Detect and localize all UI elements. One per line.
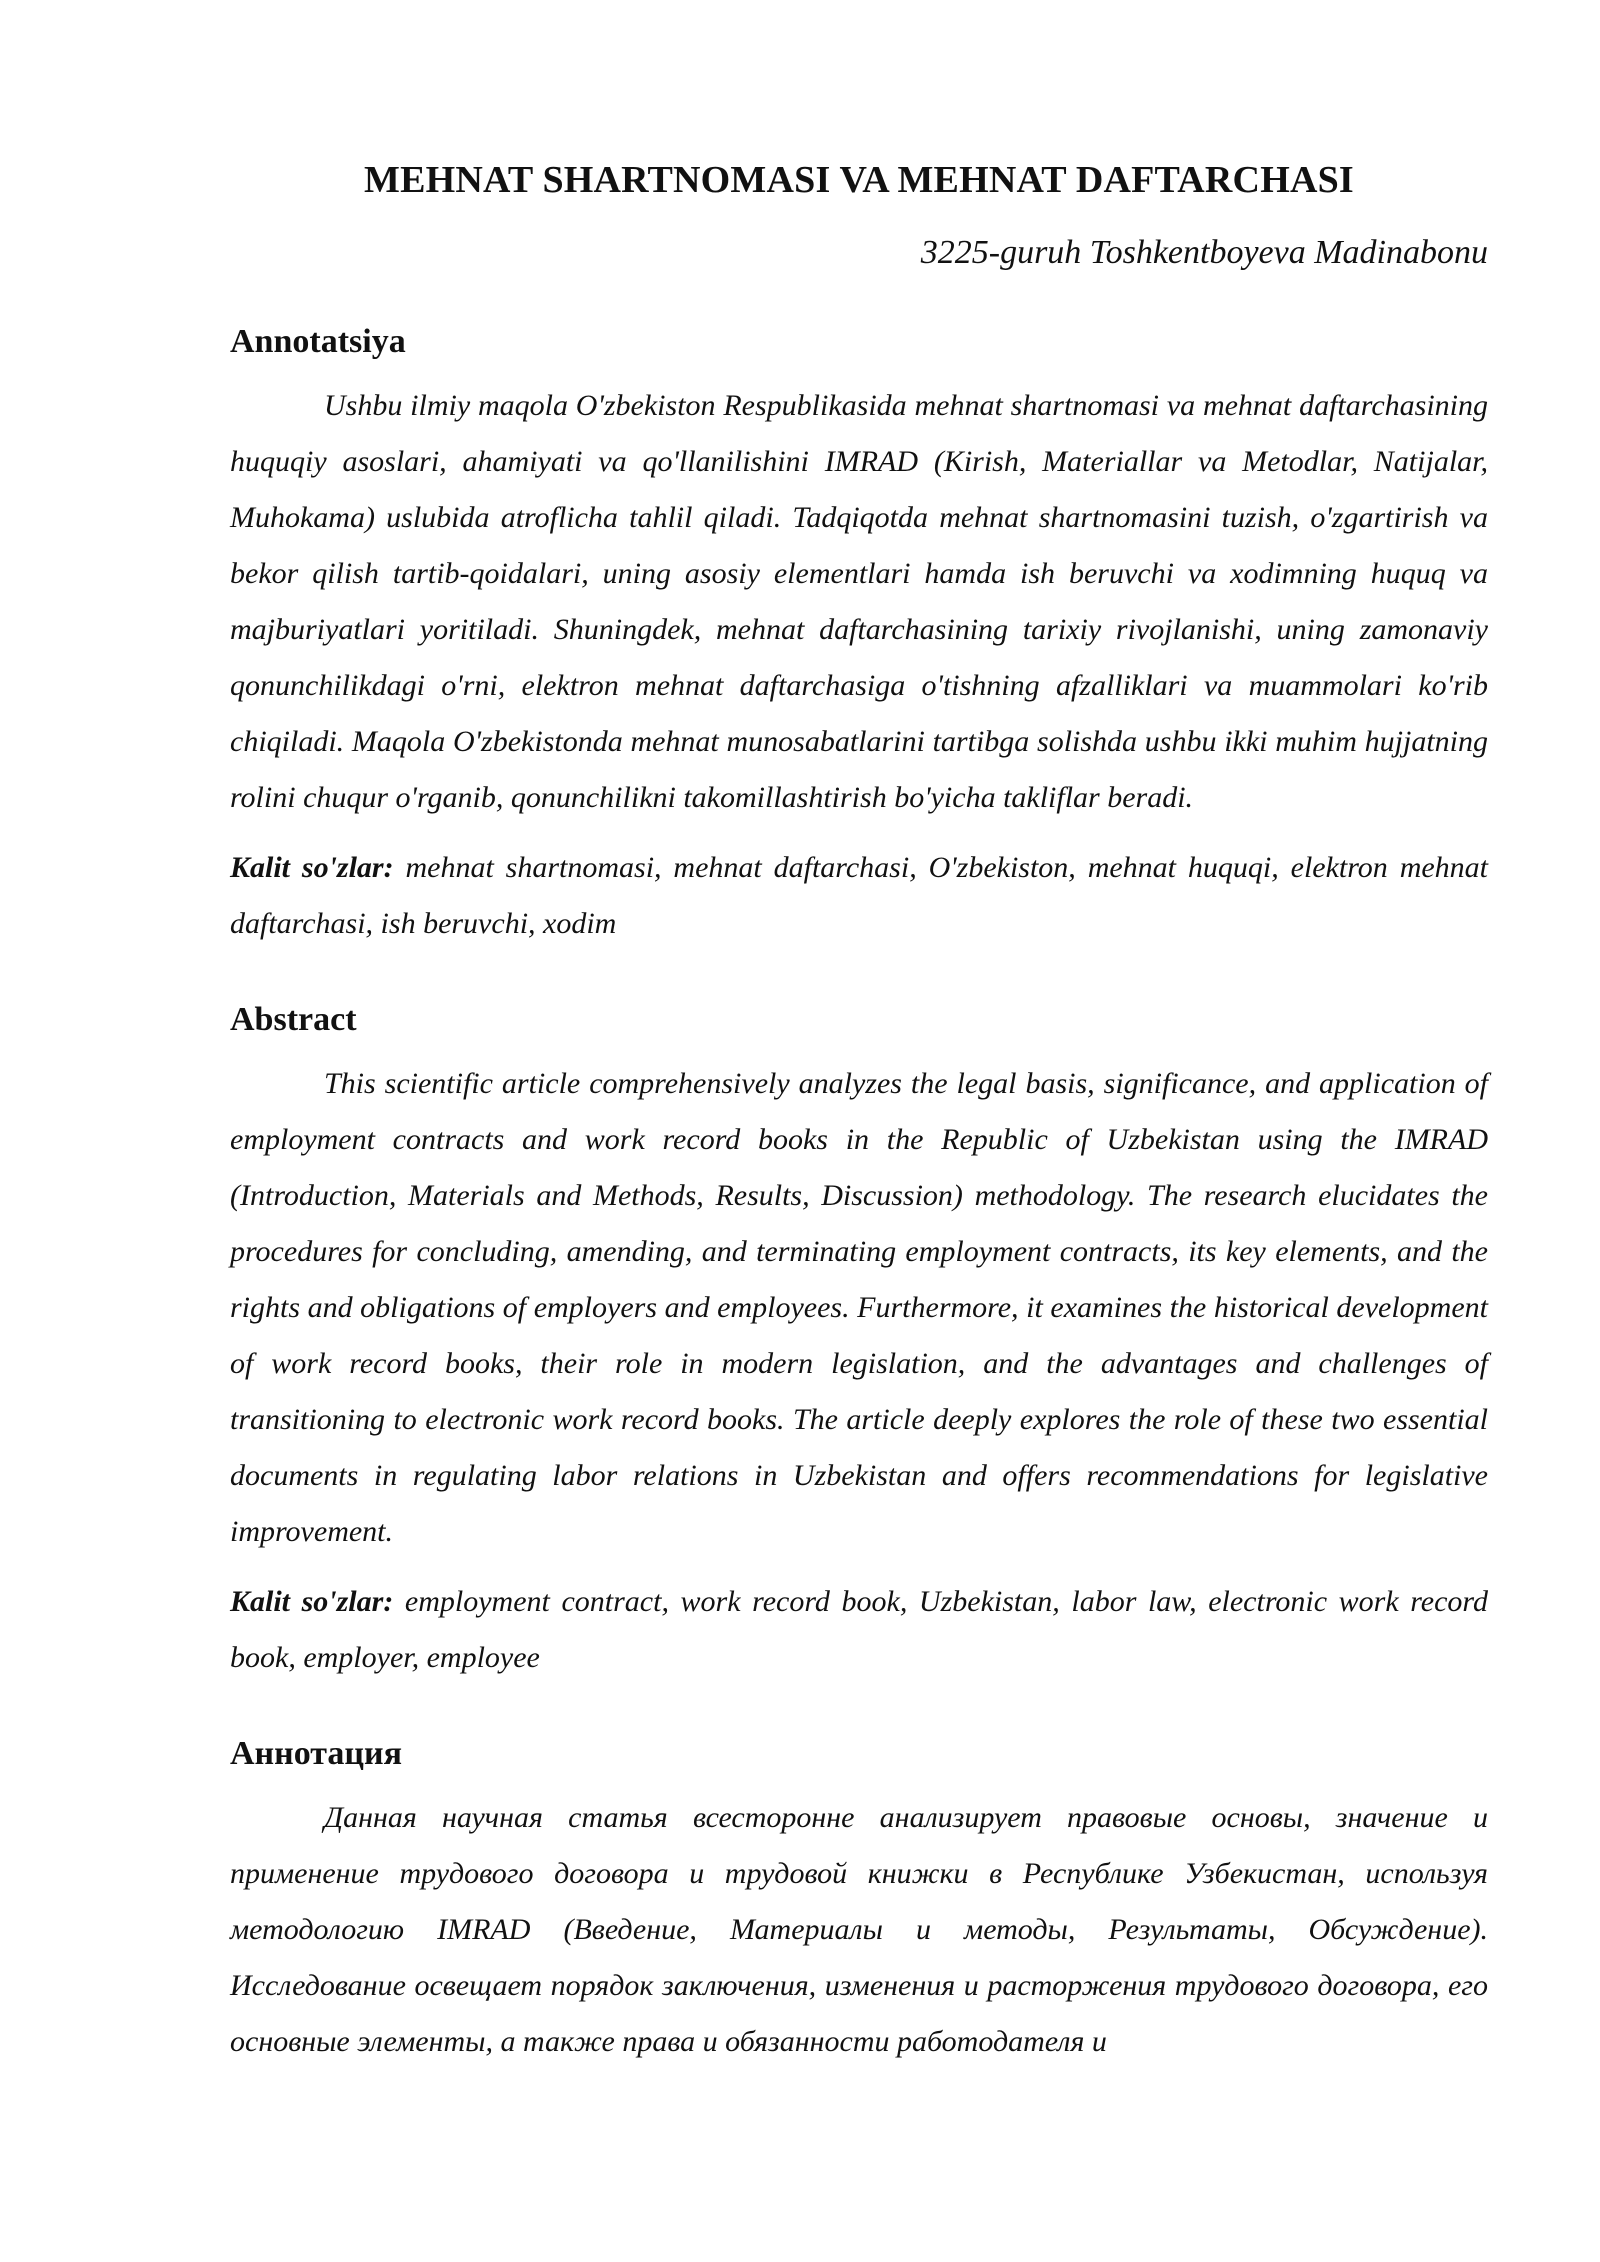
annotatsiya-body: Ushbu ilmiy maqola O'zbekiston Respublikasida mehnat shartnomasi va mehnat daftarchasining huquqiy asoslari, ahamiyati va qo'llanilishini IMRAD (Kirish, Materiallar va Metodlar, Natijalar, Muhokama) uslubida atroflicha tahlil qiladi. Tadqiqotda mehnat shartnomasini tuzish, o'zgartirish va bekor qilish tartib-qoidalari, uning asosiy elementlari hamda ish beruvchi va xodimning huquq va majburiyatlari yoritiladi. Shuningdek, mehnat daftarchasining tarixiy rivojlanishi, uning zamonaviy qonunchilikdagi o'rni, elektron mehnat daftarchasiga o'tishning afzalliklari va muammolari ko'rib chiqiladi. Maqola O'zbekistonda mehnat munosabatlarini tartibga solishda ushbu ikki muhim hujjatning rolini chuqur o'rganib, qonunchilikni takomillashtirish bo'yicha takliflar beradi. [230,389,1488,814]
annotatsiya-heading: Annotatsiya [230,323,406,360]
page-content [230,150,1488,2070]
article-author: 3225-guruh Toshkentboyeva Madinabonu [920,234,1488,271]
keywords-text: employment contract, work record book, Uzbekistan, labor law, electronic work record book, employer, employee [230,1585,1488,1674]
abstract-heading: Abstract [230,1001,357,1038]
annotatsiya-ru-heading: Аннотация [230,1735,402,1772]
annotatsiya-keywords [230,840,1488,952]
abstract-keywords [230,1574,1488,1686]
keywords-text: mehnat shartnomasi, mehnat daftarchasi, O'zbekiston, mehnat huquqi, elektron mehnat daftarchasi, ish beruvchi, xodim [230,851,1489,940]
article-title: MEHNAT SHARTNOMASI VA MEHNAT DAFTARCHASI [364,159,1354,201]
annotatsiya-ru-body: Данная научная статья всесторонне анализирует правовые основы, значение и применение трудового договора и трудовой книжки в Республике Узбекистан, используя методологию IMRAD (Введение, Материалы и методы, Результаты, Обсуждение). Исследование освещает порядок заключения, изменения и расторжения трудового договора, его основные элементы, а также права и обязанности работодателя и [230,1801,1488,2058]
keywords-label: Kalit so'zlar: [230,851,394,884]
keywords-label: Kalit so'zlar: [230,1585,394,1618]
abstract-body: This scientific article comprehensively analyzes the legal basis, significance, and application of employment contracts and work record books in the Republic of Uzbekistan using the IMRAD (Introduction, Materials and Methods, Results, Discussion) methodology. The research elucidates the procedures for concluding, amending, and terminating employment contracts, its key elements, and the rights and obligations of employers and employees. Furthermore, it examines the historical development of work record books, their role in modern legislation, and the advantages and challenges of transitioning to electronic work record books. The article deeply explores the role of these two essential documents in regulating labor relations in Uzbekistan and offers recommendations for legislative improvement. [230,1067,1488,1548]
